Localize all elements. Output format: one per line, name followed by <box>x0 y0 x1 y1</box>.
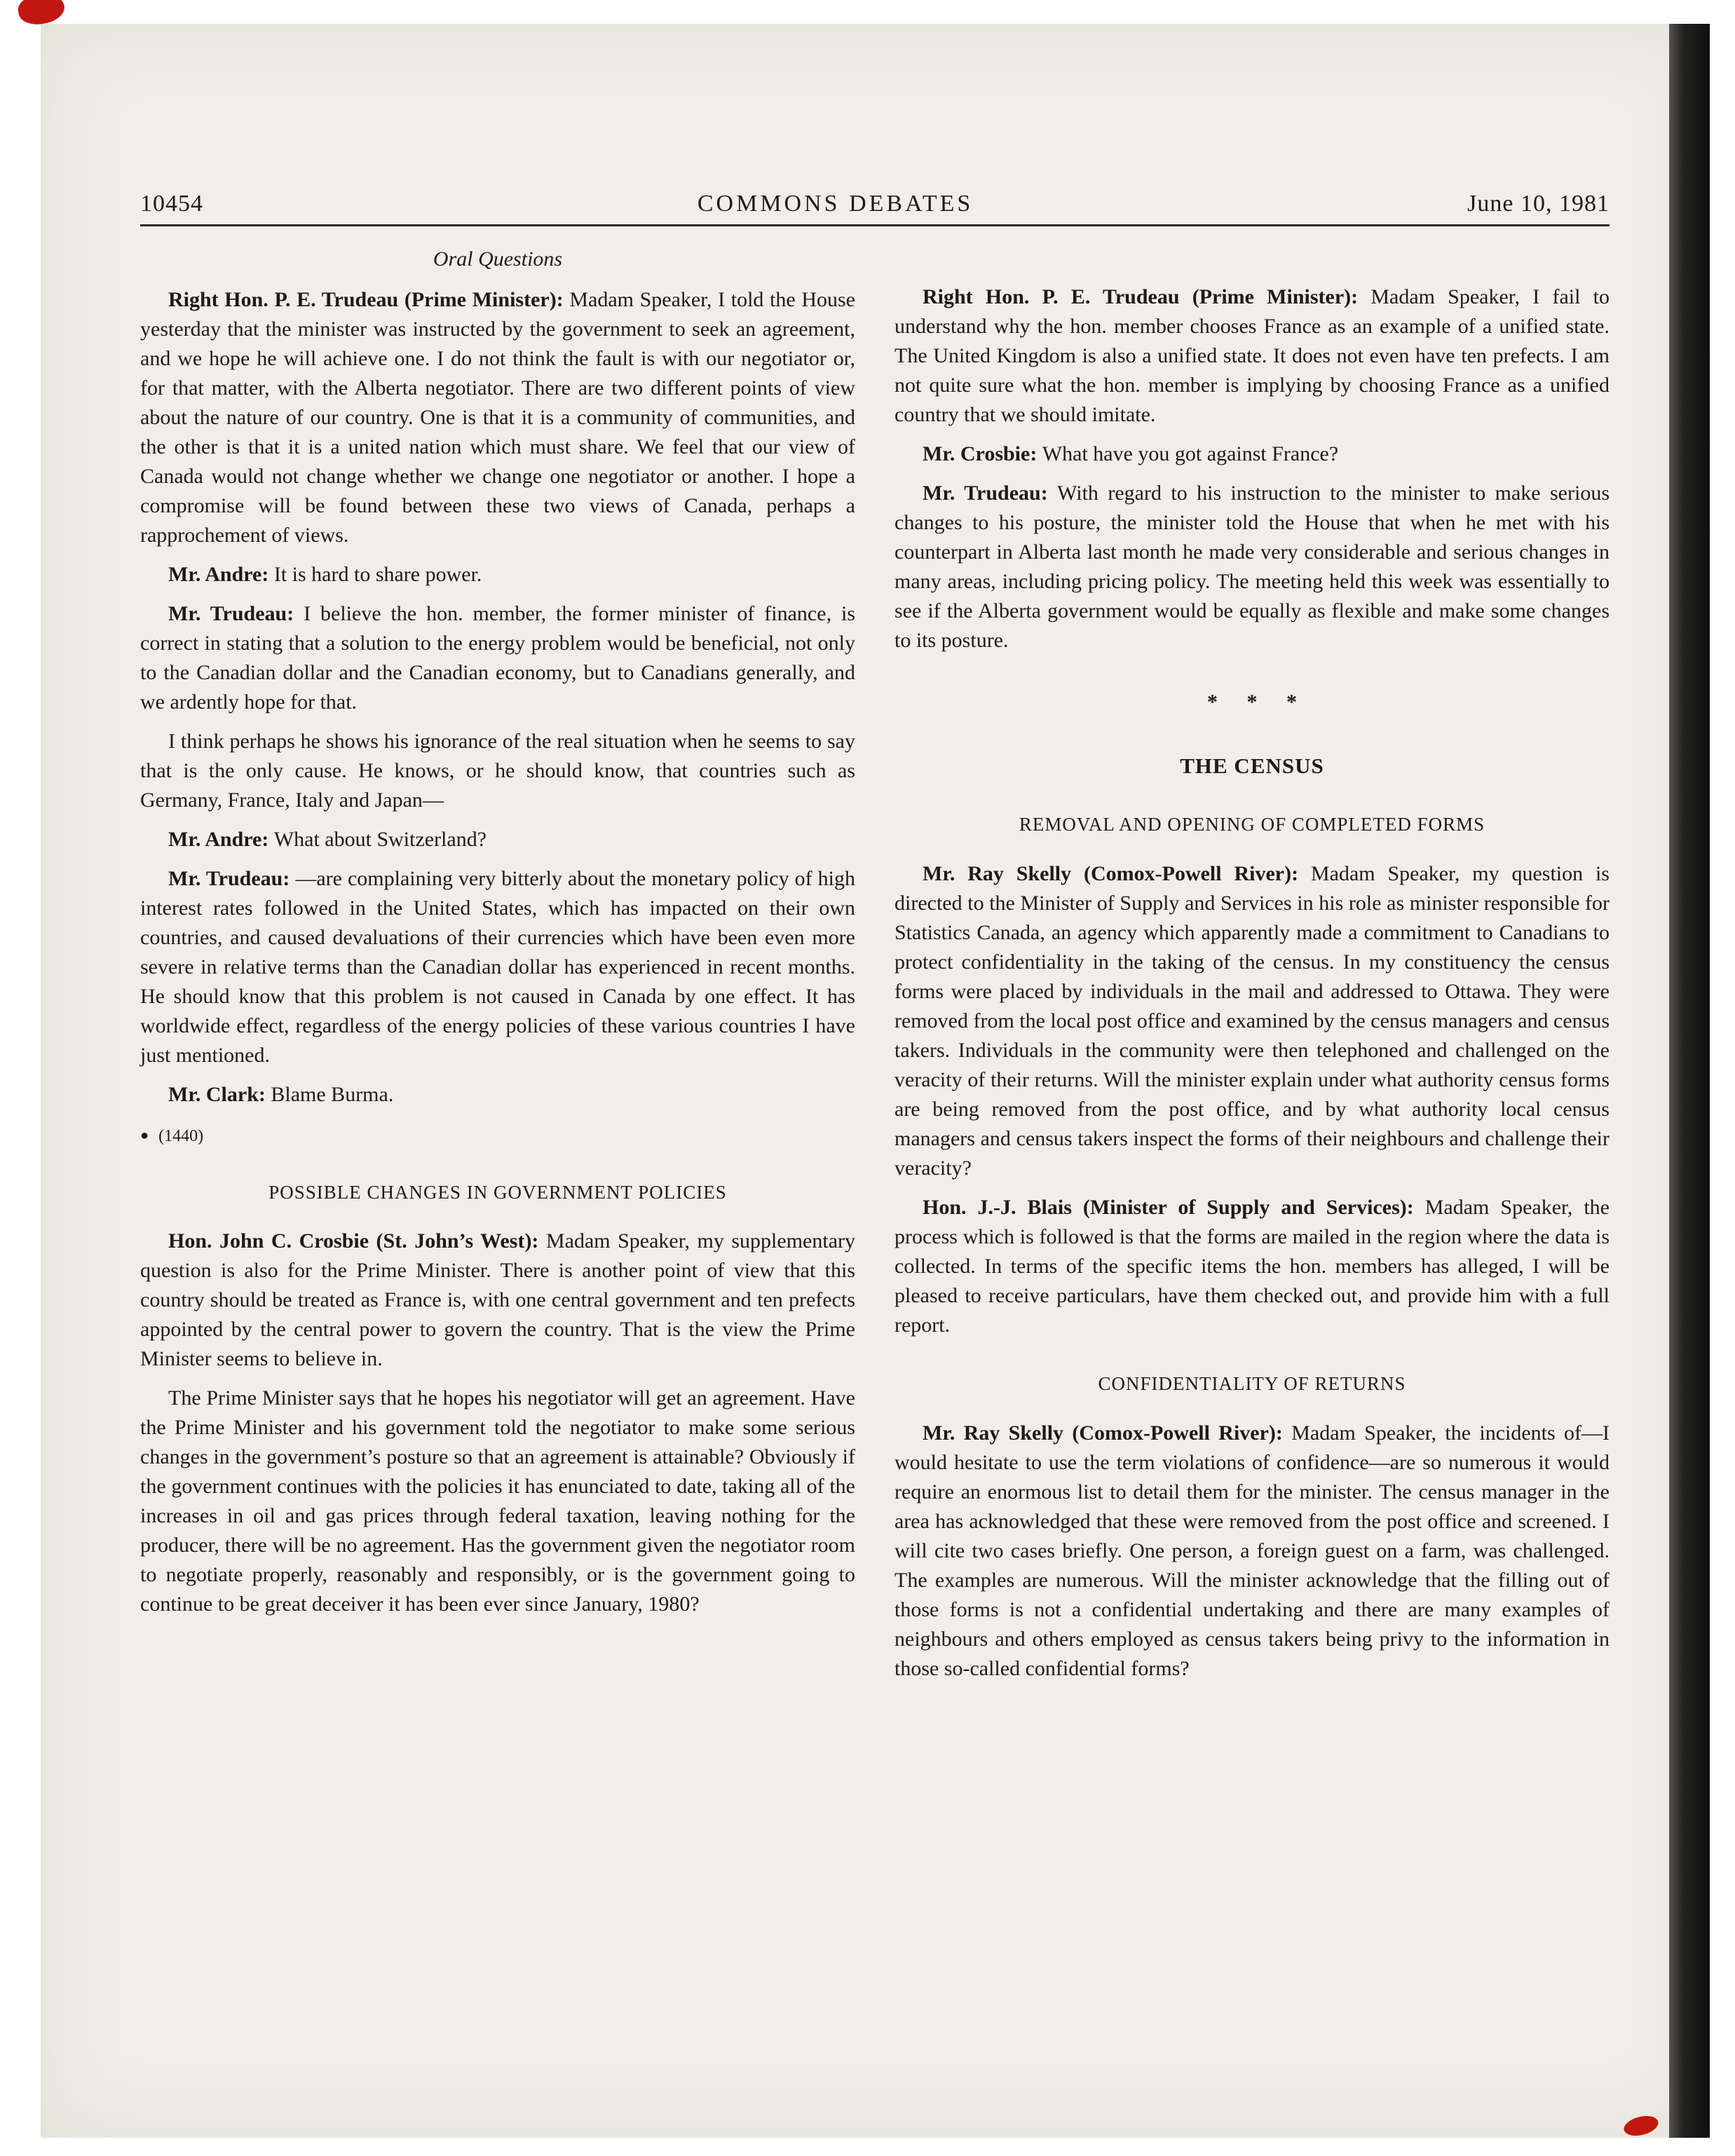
separator-stars: * * * <box>1207 690 1297 714</box>
issue-date: June 10, 1981 <box>1467 191 1610 217</box>
paragraph: Mr. Crosbie: What have you got against France? <box>923 442 1339 465</box>
topic-heading: THE CENSUS <box>1180 753 1324 778</box>
section-heading: POSSIBLE CHANGES IN GOVERNMENT POLICIES <box>268 1181 727 1203</box>
page-header <box>140 191 1610 226</box>
paragraph: Mr. Andre: What about Switzerland? <box>168 828 487 851</box>
timestamp-marker: ● (1440) <box>140 1127 204 1145</box>
speaker-name: Mr. Andre: <box>168 563 274 586</box>
speaker-name: Mr. Trudeau: <box>923 482 1058 505</box>
page-content <box>140 191 1610 1693</box>
paragraph: Mr. Clark: Blame Burma. <box>168 1083 394 1106</box>
speaker-name: Hon. John C. Crosbie (St. John’s West): <box>168 1229 546 1253</box>
journal-title: COMMONS DEBATES <box>697 191 974 217</box>
right-column <box>894 245 1610 1693</box>
speaker-name: Mr. Ray Skelly (Comox-Powell River): <box>923 1421 1292 1445</box>
paragraph: Hon. J.-J. Blais (Minister of Supply and Services): Madam Speaker, the process which is followed is that the forms are mailed in the region where the data is collected. In terms of the specific items the hon. members has alleged, I will be pleased to receive particulars, have them checked out, and provide him with a full report. <box>894 1196 1610 1337</box>
page-number: 10454 <box>140 191 203 217</box>
section-heading: REMOVAL AND OPENING OF COMPLETED FORMS <box>1019 814 1485 835</box>
paragraph: Hon. John C. Crosbie (St. John’s West): Madam Speaker, my supplementary question is also for the Prime Minister. There is another point of view that this country should be treated as France is, with one central government and ten prefects appointed by the central power to govern the country. That is the view the Prime Minister seems to believe in. <box>140 1229 856 1371</box>
speaker-name: Mr. Trudeau: <box>168 867 296 890</box>
section-heading: CONFIDENTIALITY OF RETURNS <box>1098 1373 1406 1395</box>
speaker-name: Right Hon. P. E. Trudeau (Prime Minister): <box>923 285 1371 308</box>
paragraph: Mr. Ray Skelly (Comox-Powell River): Madam Speaker, the incidents of—I would hesitate to use the term violations of confidence—are so numerous it would require an enormous list to detail them for the minister. The census manager in the area has acknowledged that these were removed from the post office and screened. I will cite two cases briefly. One person, a foreign guest on a farm, was challenged. The examples are numerous. Will the minister acknowledge that the filling out of those forms is not a confidential undertaking and there are many examples of neighbours and others employed as census takers being privy to the information in those so-called confidential forms? <box>894 1421 1610 1680</box>
paragraph: Mr. Andre: It is hard to share power. <box>168 563 482 586</box>
binding-shadow <box>1669 24 1710 2138</box>
paragraph: Right Hon. P. E. Trudeau (Prime Minister): Madam Speaker, I fail to understand why the hon. member chooses France as an example of a unified state. The United Kingdom is also a unified state. It does not even have ten prefects. I am not quite sure what the hon. member is implying by choosing France as a unified country that we should imitate. <box>894 285 1610 426</box>
speaker-name: Right Hon. P. E. Trudeau (Prime Minister): <box>168 288 570 311</box>
speaker-name: Mr. Andre: <box>168 828 274 851</box>
speaker-name: Mr. Crosbie: <box>923 442 1042 465</box>
paragraph: The Prime Minister says that he hopes his negotiator will get an agreement. Have the Prime Minister and his government told the negotiator to make some serious changes in the government’s posture so that an agreement is attainable? Obviously if the government continues with the policies it has enunciated to date, taking all of the increases in oil and gas prices through federal taxation, leaving nothing for the producer, there will be no agreement. Has the government given the negotiator room to negotiate properly, reasonably and responsibly, or is the government going to continue to be great deceiver it has been ever since January, 1980? <box>140 1386 855 1616</box>
paragraph: Mr. Trudeau: With regard to his instruction to the minister to make serious changes to his posture, the minister told the House that when he met with his counterpart in Alberta last month he made very considerable and serious changes in many areas, including pricing policy. The meeting held this week was essentially to see if the Alberta government would be equally as flexible and make some changes to its posture. <box>894 482 1610 652</box>
text-columns <box>140 245 1610 1693</box>
speaker-name: Hon. J.-J. Blais (Minister of Supply and Services): <box>923 1196 1425 1220</box>
speaker-name: Mr. Clark: <box>168 1083 271 1106</box>
bullet-icon: ● <box>140 1128 149 1143</box>
paragraph: I think perhaps he shows his ignorance of the real situation when he seems to say that is the only cause. He knows, or he should know, that countries such as Germany, France, Italy and Japan— <box>140 730 855 812</box>
paragraph: Mr. Trudeau: —are complaining very bitterly about the monetary policy of high interest rates followed in the United States, which has impacted on their own countries, and caused devaluations of their currencies which have been even more severe in relative terms than the Canadian dollar has experienced in recent months. He should know that this problem is not caused in Canada by one effect. It has worldwide effect, regardless of the energy policies of these various countries I have just mentioned. <box>140 867 855 1067</box>
left-column <box>140 245 855 1693</box>
paragraph: Mr. Trudeau: I believe the hon. member, the former minister of finance, is correct in stating that a solution to the energy problem would be beneficial, not only to the Canadian dollar and the Canadian economy, but to Canadians generally, and we ardently hope for that. <box>140 602 855 714</box>
running-head: Oral Questions <box>433 247 563 271</box>
speaker-name: Mr. Trudeau: <box>168 602 304 625</box>
speaker-name: Mr. Ray Skelly (Comox-Powell River): <box>923 862 1311 886</box>
paragraph: Right Hon. P. E. Trudeau (Prime Minister): Madam Speaker, I told the House yesterday that the minister was instructed by the government to seek an agreement, and we hope he will achieve one. I do not think the fault is with our negotiator or, for that matter, with the Alberta negotiator. There are two different points of view about the nature of our country. One is that it is a community of communities, and the other is that it is a united nation which must share. We feel that our view of Canada would not change whether we change one negotiator or another. I hope a compromise will be found between these two views of Canada, perhaps a rapprochement of views. <box>140 288 855 547</box>
paragraph: Mr. Ray Skelly (Comox-Powell River): Madam Speaker, my question is directed to the Minister of Supply and Services in his role as minister responsible for Statistics Canada, an agency which apparently made a commitment to Canadians to protect confidentiality in the taking of the census. In my constituency the census forms were placed by individuals in the mail and addressed to Ottawa. They were removed from the local post office and examined by the census managers and census takers. Individuals in the community were then telephoned and challenged on the veracity of their returns. Will the minister explain under what authority census forms are being removed from the post office, and by what authority local census managers and census takers inspect the forms of their neighbours and challenge their veracity? <box>894 862 1610 1180</box>
